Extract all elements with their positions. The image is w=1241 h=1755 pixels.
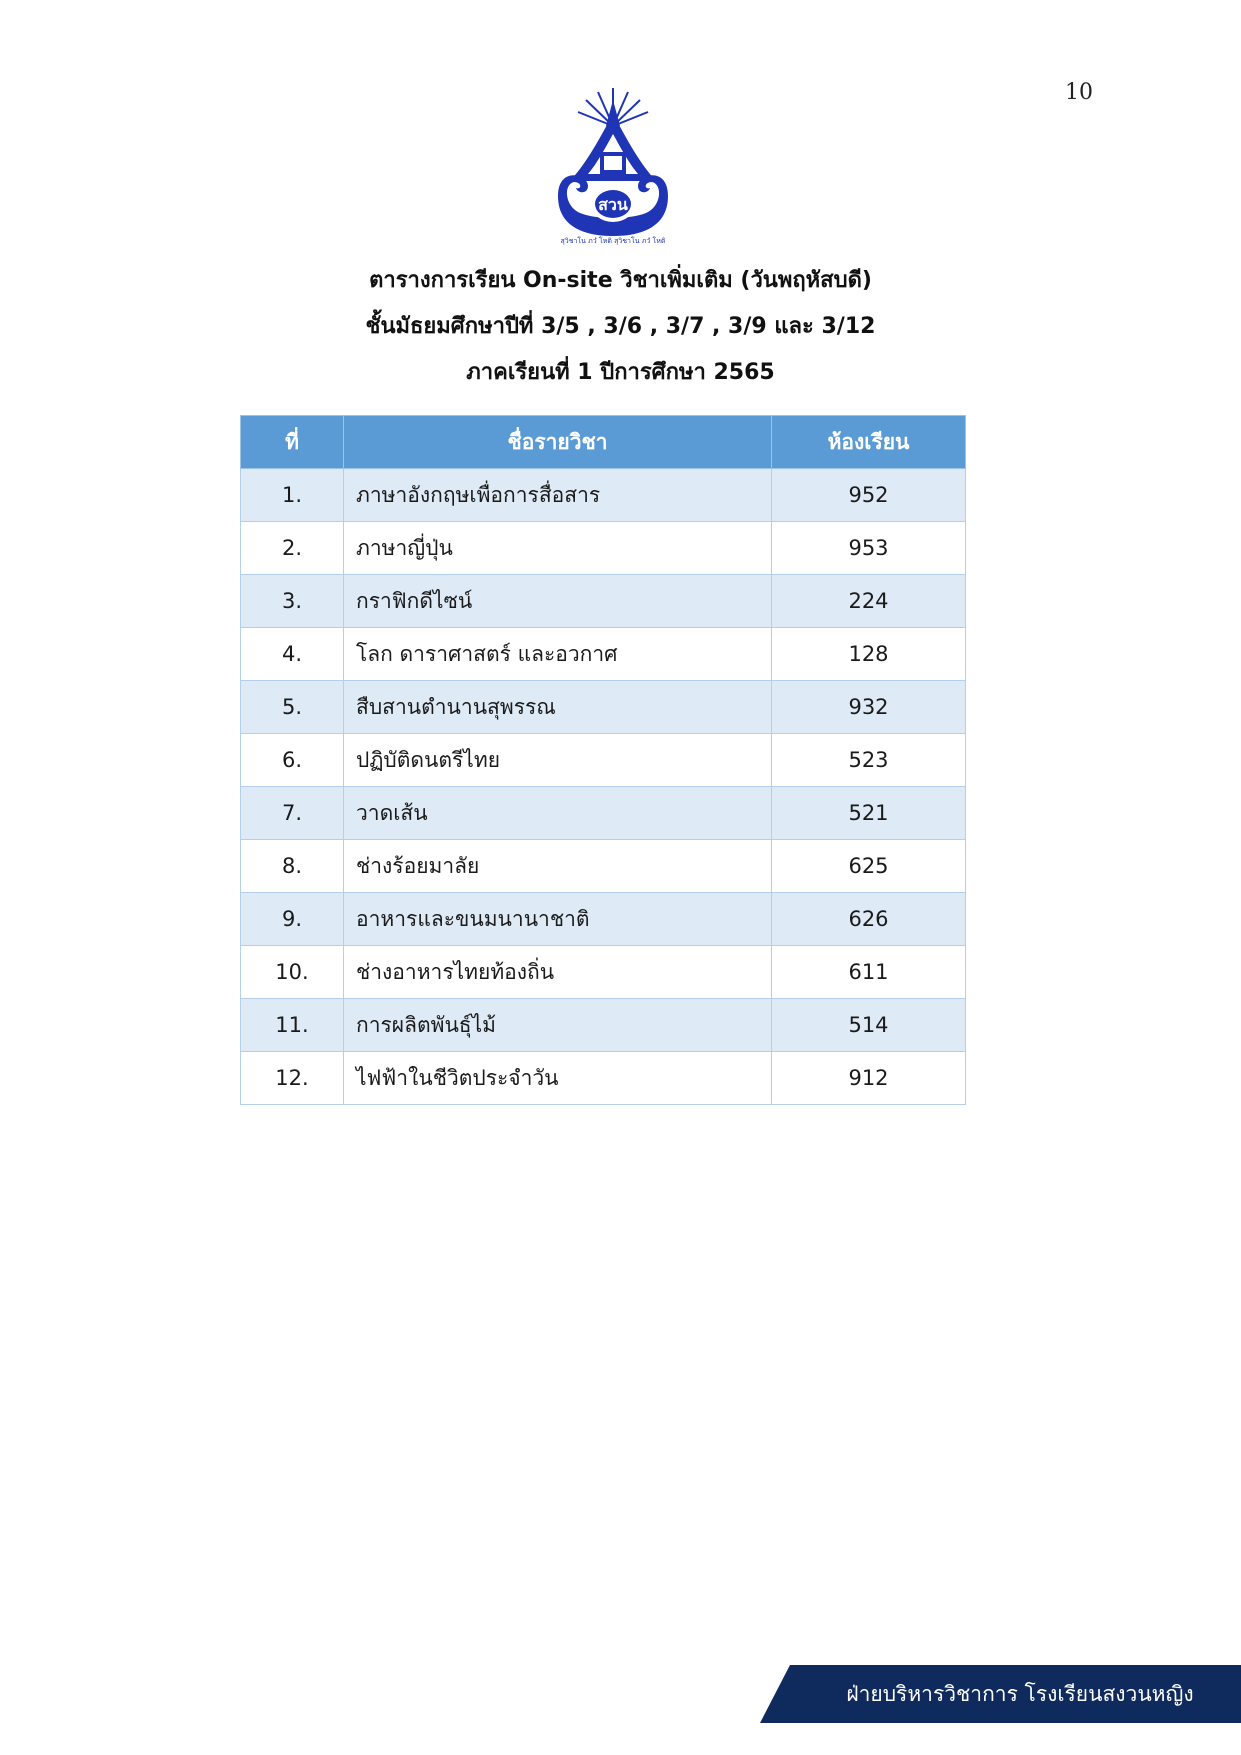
row-room: 932 bbox=[772, 681, 966, 734]
title-line-1: ตารางการเรียน On-site วิชาเพิ่มเติม (วันพฤหัสบดี) bbox=[369, 268, 872, 293]
table-row bbox=[241, 1052, 966, 1105]
title-line-2: ชั้นมัธยมศึกษาปีที่ 3/5 , 3/6 , 3/7 , 3/9 และ 3/12 bbox=[365, 314, 876, 339]
row-no: 11. bbox=[241, 999, 344, 1052]
header-room: ห้องเรียน bbox=[772, 416, 966, 469]
row-subject: ภาษาญี่ปุ่น bbox=[344, 522, 772, 575]
table-row bbox=[241, 734, 966, 787]
title-block bbox=[0, 258, 1241, 396]
row-room: 611 bbox=[772, 946, 966, 999]
table-row bbox=[241, 522, 966, 575]
title-line-3: ภาคเรียนที่ 1 ปีการศึกษา 2565 bbox=[466, 360, 775, 385]
table-row bbox=[241, 628, 966, 681]
table-row bbox=[241, 575, 966, 628]
row-no: 9. bbox=[241, 893, 344, 946]
table-row bbox=[241, 840, 966, 893]
row-room: 953 bbox=[772, 522, 966, 575]
row-subject: โลก ดาราศาสตร์ และอวกาศ bbox=[344, 628, 772, 681]
row-no: 4. bbox=[241, 628, 344, 681]
row-subject: ช่างอาหารไทยท้องถิ่น bbox=[344, 946, 772, 999]
row-subject: ช่างร้อยมาลัย bbox=[344, 840, 772, 893]
schedule-table-wrap bbox=[240, 415, 965, 1105]
table-row bbox=[241, 999, 966, 1052]
row-room: 626 bbox=[772, 893, 966, 946]
row-no: 10. bbox=[241, 946, 344, 999]
row-room: 128 bbox=[772, 628, 966, 681]
row-subject: สืบสานตำนานสุพรรณ bbox=[344, 681, 772, 734]
row-room: 912 bbox=[772, 1052, 966, 1105]
emblem-motto: สุวิชาโน ภวํ โหติ สุวิชาโน ภวํ โหติ bbox=[560, 237, 666, 245]
row-no: 8. bbox=[241, 840, 344, 893]
table-row bbox=[241, 946, 966, 999]
row-room: 952 bbox=[772, 469, 966, 522]
row-no: 3. bbox=[241, 575, 344, 628]
row-room: 625 bbox=[772, 840, 966, 893]
table-row bbox=[241, 469, 966, 522]
table-row bbox=[241, 787, 966, 840]
row-no: 6. bbox=[241, 734, 344, 787]
school-emblem-icon bbox=[548, 86, 678, 246]
row-room: 514 bbox=[772, 999, 966, 1052]
table-row bbox=[241, 681, 966, 734]
row-no: 7. bbox=[241, 787, 344, 840]
row-subject: ภาษาอังกฤษเพื่อการสื่อสาร bbox=[344, 469, 772, 522]
row-room: 523 bbox=[772, 734, 966, 787]
row-room: 224 bbox=[772, 575, 966, 628]
header-subject: ชื่อรายวิชา bbox=[344, 416, 772, 469]
row-subject: ปฏิบัติดนตรีไทย bbox=[344, 734, 772, 787]
row-subject: กราฟิกดีไซน์ bbox=[344, 575, 772, 628]
row-no: 5. bbox=[241, 681, 344, 734]
footer-text: ฝ่ายบริหารวิชาการ โรงเรียนสงวนหญิง bbox=[846, 1682, 1194, 1706]
header-no: ที่ bbox=[241, 416, 344, 469]
page-number: 10 bbox=[1065, 80, 1093, 105]
emblem-text: สวน bbox=[598, 195, 628, 214]
row-room: 521 bbox=[772, 787, 966, 840]
row-subject: ไฟฟ้าในชีวิตประจำวัน bbox=[344, 1052, 772, 1105]
row-subject: การผลิตพันธุ์ไม้ bbox=[344, 999, 772, 1052]
row-no: 2. bbox=[241, 522, 344, 575]
row-subject: อาหารและขนมนานาชาติ bbox=[344, 893, 772, 946]
row-no: 1. bbox=[241, 469, 344, 522]
table-row bbox=[241, 893, 966, 946]
schedule-table bbox=[240, 415, 966, 1105]
row-subject: วาดเส้น bbox=[344, 787, 772, 840]
row-no: 12. bbox=[241, 1052, 344, 1105]
table-header-row bbox=[241, 416, 966, 469]
